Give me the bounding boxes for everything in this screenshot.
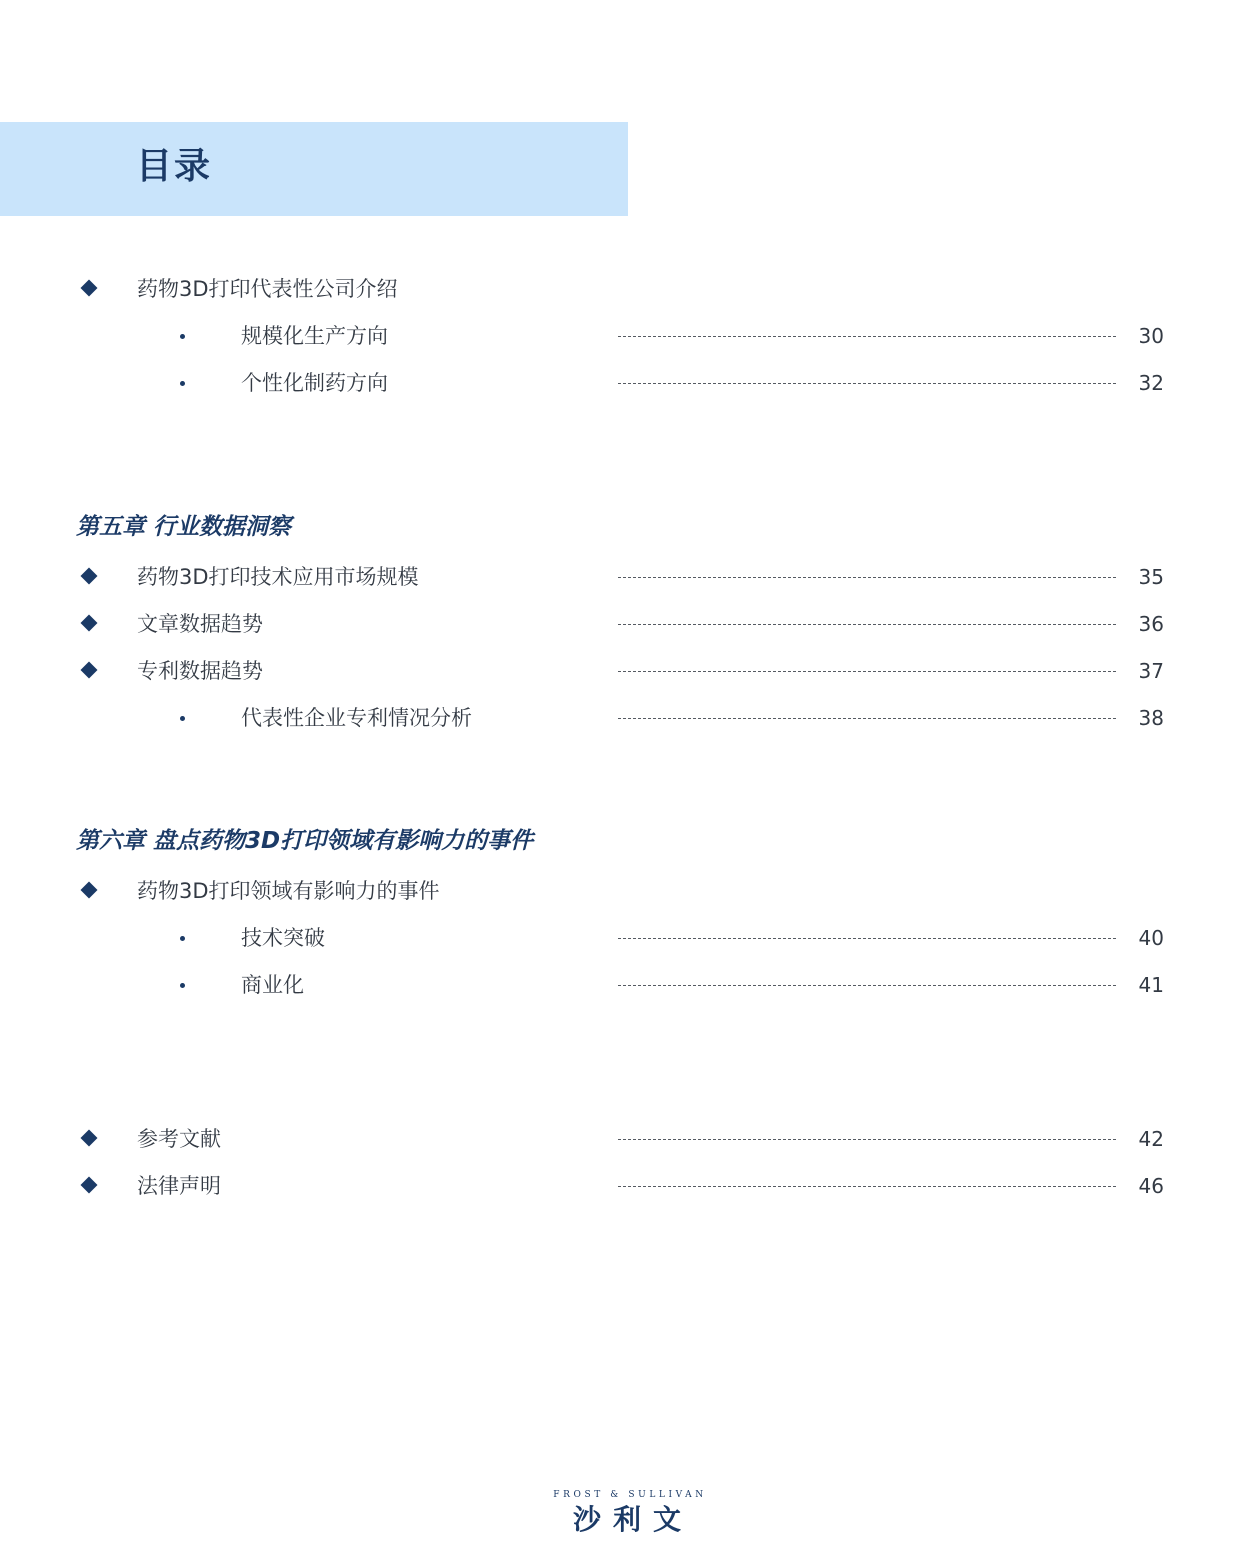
toc-entry[interactable]: [0, 656, 1254, 686]
diamond-bullet-icon: [81, 1130, 98, 1147]
page-number: 36: [1138, 612, 1164, 636]
toc-entry-label: 药物3D打印代表性公司介绍: [137, 277, 398, 301]
title-band: [0, 122, 628, 216]
toc-subentry[interactable]: [0, 321, 1254, 351]
toc-entry[interactable]: [0, 1124, 1254, 1154]
toc-entry-label: 参考文献: [137, 1127, 221, 1151]
toc-entry-label: 文章数据趋势: [137, 612, 263, 636]
chapter-heading: 第五章 行业数据洞察: [76, 514, 292, 540]
toc-entry-label: 规模化生产方向: [241, 324, 388, 348]
diamond-bullet-icon: [81, 615, 98, 632]
diamond-bullet-icon: [81, 662, 98, 679]
toc-subentry[interactable]: [0, 923, 1254, 953]
dashed-leader: [618, 624, 1116, 625]
toc-subentry[interactable]: [0, 970, 1254, 1000]
dot-bullet-icon: [180, 936, 185, 941]
toc-entry[interactable]: [0, 876, 1254, 906]
diamond-bullet-icon: [81, 882, 98, 899]
dashed-leader: [618, 985, 1116, 986]
diamond-bullet-icon: [81, 568, 98, 585]
toc-entry[interactable]: [0, 609, 1254, 639]
diamond-bullet-icon: [81, 280, 98, 297]
chapter-heading: 第六章 盘点药物3D打印领域有影响力的事件: [76, 828, 534, 854]
toc-subentry[interactable]: [0, 368, 1254, 398]
page-number: 46: [1138, 1174, 1164, 1198]
page-number: 35: [1138, 565, 1164, 589]
page-number: 30: [1138, 324, 1164, 348]
dashed-leader: [618, 383, 1116, 384]
diamond-bullet-icon: [81, 1177, 98, 1194]
toc-entry-label: 药物3D打印技术应用市场规模: [137, 565, 419, 589]
dashed-leader: [618, 1186, 1116, 1187]
page-title: 目录: [136, 146, 213, 187]
toc-entry-label: 法律声明: [137, 1174, 221, 1198]
dashed-leader: [618, 718, 1116, 719]
frost-sullivan-logo: [548, 1490, 712, 1542]
page-number: 42: [1138, 1127, 1164, 1151]
dot-bullet-icon: [180, 381, 185, 386]
toc-entry[interactable]: [0, 1171, 1254, 1201]
toc-entry-label: 专利数据趋势: [137, 659, 263, 683]
page-number: 38: [1138, 706, 1164, 730]
page-number: 37: [1138, 659, 1164, 683]
toc-entry[interactable]: [0, 274, 1254, 304]
dot-bullet-icon: [180, 983, 185, 988]
toc-entry-label: 商业化: [241, 973, 304, 997]
dashed-leader: [618, 1139, 1116, 1140]
page-number: 40: [1138, 926, 1164, 950]
dot-bullet-icon: [180, 334, 185, 339]
dot-bullet-icon: [180, 716, 185, 721]
dashed-leader: [618, 577, 1116, 578]
toc-entry-label: 代表性企业专利情况分析: [241, 706, 472, 730]
dashed-leader: [618, 671, 1116, 672]
logo-english-text: FROST & SULLIVAN: [553, 1490, 707, 1500]
logo-chinese-text: 沙利文: [572, 1503, 693, 1536]
toc-entry-label: 药物3D打印领域有影响力的事件: [137, 879, 440, 903]
toc-entry[interactable]: [0, 562, 1254, 592]
toc-entry-label: 个性化制药方向: [241, 371, 388, 395]
toc-entry-label: 技术突破: [241, 926, 325, 950]
dashed-leader: [618, 336, 1116, 337]
toc-subentry[interactable]: [0, 703, 1254, 733]
page-number: 32: [1138, 371, 1164, 395]
dashed-leader: [618, 938, 1116, 939]
page-number: 41: [1138, 973, 1164, 997]
